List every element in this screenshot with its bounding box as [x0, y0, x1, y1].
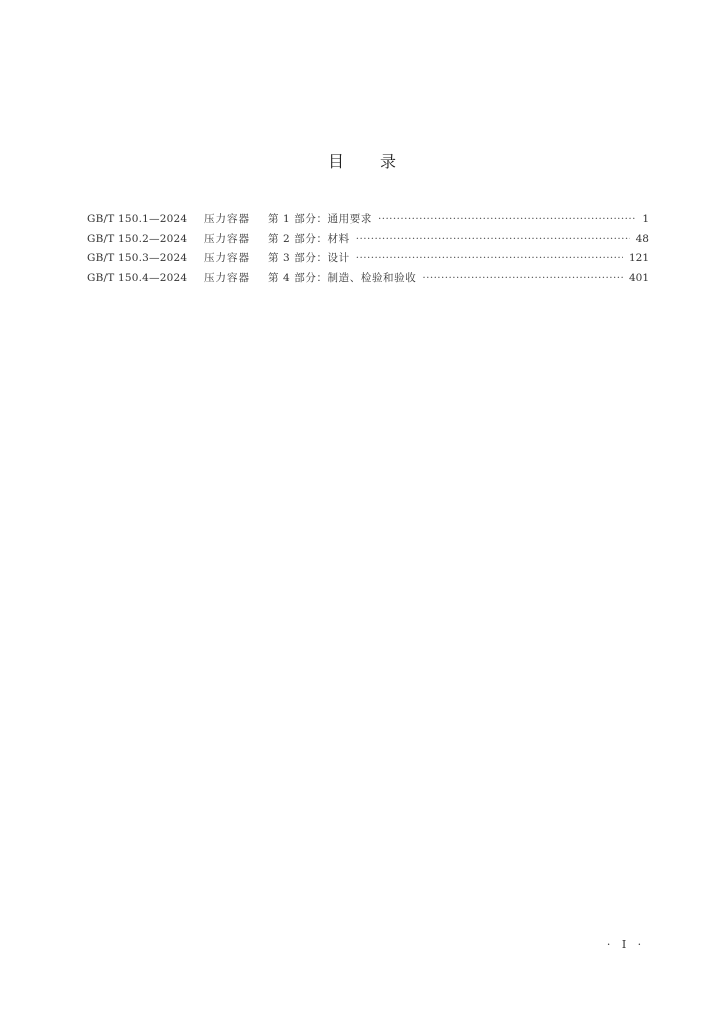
toc-part-title: 第 4 部分：制造、检验和验收 [268, 271, 417, 284]
toc-standard-number: GB/T 150.2—2024 [87, 232, 188, 245]
toc-entry-part-3[interactable] [87, 249, 649, 269]
toc-page-number: 48 [635, 232, 649, 245]
toc-series-title: 压力容器 [204, 252, 250, 264]
toc-standard-number: GB/T 150.4—2024 [87, 271, 188, 284]
toc-page-number: 401 [628, 271, 649, 284]
toc-page-number: 121 [628, 252, 649, 264]
toc-series-title: 压力容器 [204, 213, 250, 225]
toc-dot-leader [356, 230, 630, 250]
toc-entry-part-1[interactable] [87, 210, 649, 230]
page-number-footer: · Ⅰ · [606, 938, 646, 951]
toc-dot-leader [378, 210, 636, 230]
toc-standard-number: GB/T 150.3—2024 [87, 252, 188, 264]
toc-part-title: 第 1 部分：通用要求 [268, 213, 372, 225]
page-title-char-2: 录 [380, 152, 397, 171]
toc-part-title: 第 2 部分：材料 [268, 232, 350, 245]
toc-standard-number: GB/T 150.1—2024 [87, 213, 188, 225]
table-of-contents [87, 210, 649, 288]
page-title [0, 149, 724, 172]
toc-series-title: 压力容器 [204, 271, 250, 284]
toc-part-title: 第 3 部分：设计 [268, 252, 350, 264]
toc-dot-leader [356, 249, 623, 269]
toc-series-title: 压力容器 [204, 232, 250, 245]
page-title-char-1: 目 [327, 152, 344, 171]
toc-page-number: 1 [642, 213, 649, 225]
toc-dot-leader [422, 269, 623, 289]
toc-entry-part-4[interactable] [87, 269, 649, 289]
toc-entry-part-2[interactable] [87, 230, 649, 250]
